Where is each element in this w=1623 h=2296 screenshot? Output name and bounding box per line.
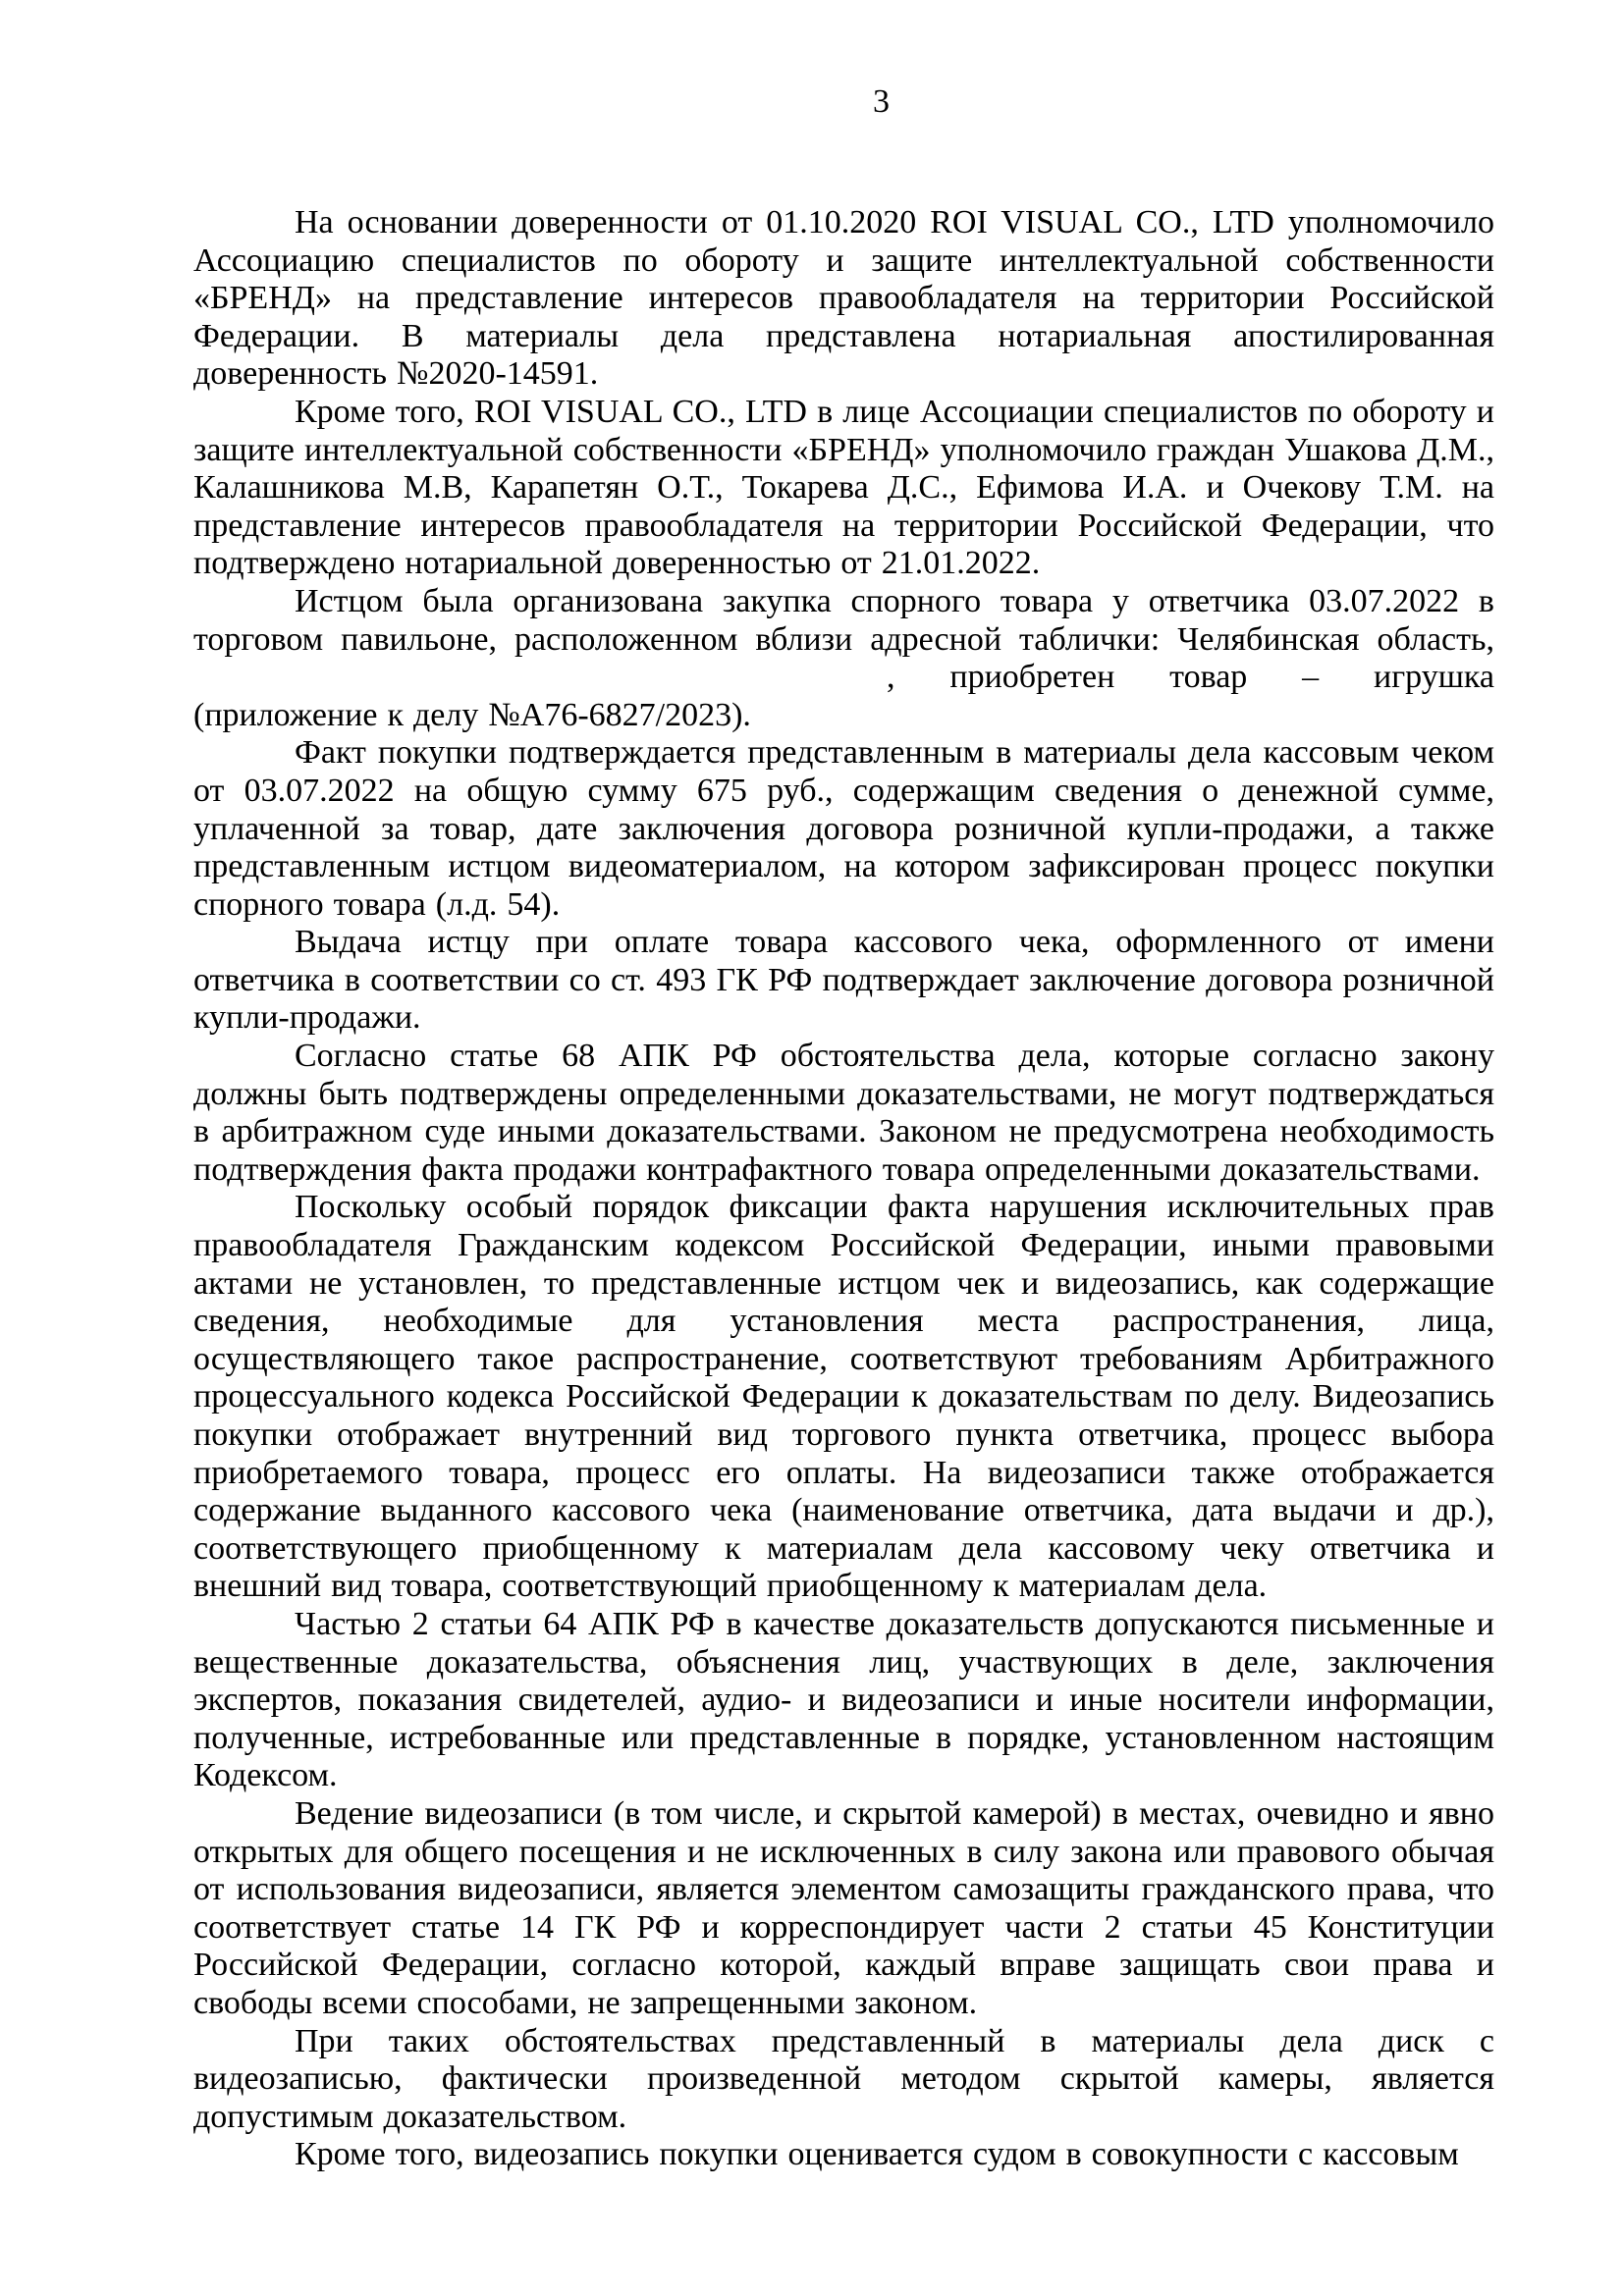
paragraph-video-assessed-with-receipt: Кроме того, видеозапись покупки оценивается судом в совокупности с кассовым: [295, 2136, 1459, 2173]
page-number: 3: [873, 83, 890, 120]
paragraph-evidence-video: Поскольку особый порядок фиксации факта нарушения исключительных прав правообладателя Гражданским кодексом Российской Федерации, иными правовыми актами не установлен, то представленные истцом чек и видеозапись, как содержащие сведения, необходимые для установления места распространения, лица, осуществляющего такое распространение, соответствуют требованиям Арбитражного процессуального кодекса Российской Федерации к доказательствам по делу. Видеозапись покупки отображает внутренний вид торгового пункта ответчика, процесс выбора приобретаемого товара, процесс его оплаты. На видеозаписи также отображается содержание выданного кассового чека (наименование ответчика, дата выдачи и др.), соответствующего приобщенному к материалам дела кассовому чеку ответчика и внешний вид товара, соответствующий приобщенному к материалам дела.: [193, 1189, 1494, 1605]
paragraph-purchase-receipt: Факт покупки подтверждается представленным в материалы дела кассовым чеком от 03.07.2022 на общую сумму 675 руб., содержащим сведения о денежной сумме, уплаченной за товар, дате заключения договора розничной купли-продажи, а также представленным истцом видеоматериалом, на котором зафиксирован процесс покупки спорного товара (л.д. 54).: [193, 734, 1494, 923]
paragraph-apk-article-68: Согласно статье 68 АПК РФ обстоятельства дела, которые согласно закону должны быть подтверждены определенными доказательствами, не могут подтверждаться в арбитражном суде иными доказательствами. Законом не предусмотрена необходимость подтверждения факта продажи контрафактного товара определенными доказательствами.: [193, 1038, 1494, 1188]
redacted-address-gap: [193, 686, 887, 687]
paragraph-power-of-attorney-2020: На основании доверенности от 01.10.2020 ROI VISUAL CO., LTD уполномочило Ассоциацию специалистов по обороту и защите интеллектуальной собственности «БРЕНД» на представление интересов правообладателя на территории Российской Федерации. В материалы дела представлена нотариальная апостилированная доверенность №2020-14591.: [193, 204, 1494, 393]
document-body: [193, 204, 1494, 2174]
paragraph-apk-article-64: Частью 2 статьи 64 АПК РФ в качестве доказательств допускаются письменные и вещественные доказательства, объяснения лиц, участвующих в деле, заключения экспертов, показания свидетелей, аудио- и видеозаписи и иные носители информации, полученные, истребованные или представленные в порядке, установленном настоящим Кодексом.: [193, 1605, 1494, 1794]
purchase-location-text-start: Истцом была организована закупка спорного товара у ответчика 03.07.2022 в торговом павильоне, расположенном вблизи адресной таблички: Челябинская область,: [193, 582, 1494, 658]
paragraph-purchase-location: [193, 583, 1494, 734]
paragraph-hidden-camera-legality: Ведение видеозаписи (в том числе, и скрытой камерой) в местах, очевидно и явно открытых для общего посещения и не исключенных в силу закона или правового обычая от использования видеозаписи, является элементом самозащиты гражданского права, что соответствует статье 14 ГК РФ и корреспондирует части 2 статьи 45 Конституции Российской Федерации, согласно которой, каждый вправе защищать свои права и свободы всеми способами, не запрещенными законом.: [193, 1794, 1494, 2021]
paragraph-power-of-attorney-2022: Кроме того, ROI VISUAL CO., LTD в лице Ассоциации специалистов по обороту и защите интеллектуальной собственности «БРЕНД» уполномочило граждан Ушакова Д.М., Калашникова М.В, Карапетян О.Т., Токарева Д.С., Ефимова И.А. и Очекову Т.М. на представление интересов правообладателя на территории Российской Федерации, что подтверждено нотариальной доверенностью от 21.01.2022.: [193, 393, 1494, 582]
paragraph-disk-admissible: При таких обстоятельствах представленный в материалы дела диск с видеозаписью, фактически произведенной методом скрытой камеры, является допустимым доказательством.: [193, 2022, 1494, 2135]
purchase-location-text-end: , приобретен товар – игрушка (приложение к делу №А76-6827/2023).: [193, 659, 1494, 733]
paragraph-receipt-contract: Выдача истцу при оплате товара кассового чека, оформленного от имени ответчика в соответствии со ст. 493 ГК РФ подтверждает заключение договора розничной купли-продажи.: [193, 924, 1494, 1037]
